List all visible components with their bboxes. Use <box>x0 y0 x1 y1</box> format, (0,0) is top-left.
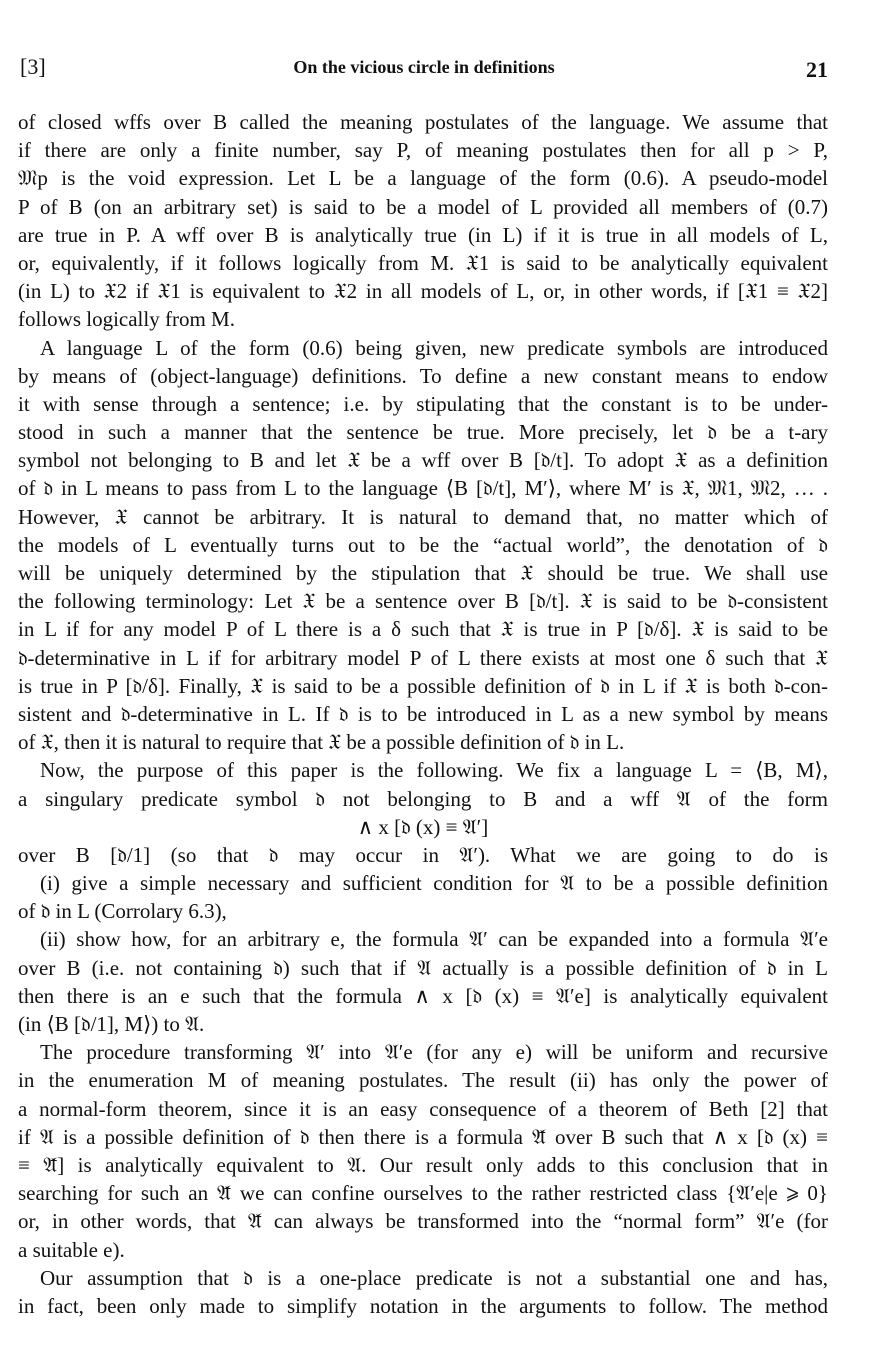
text-line: in fact, been only made to simplify notation in the arguments to follow. The method <box>18 1293 828 1318</box>
text-line: of 𝔛, then it is natural to require that 𝔛 be a possible definition of 𝔡 in L. <box>18 730 625 755</box>
text-line: in L if for any model P of L there is a δ such that 𝔛 is true in P [𝔡/δ]. 𝔛 is said to be <box>18 617 828 642</box>
text-line: or, in other words, that 𝔄̄ can always be transformed into the “normal form” 𝔄′e (for <box>18 1209 828 1234</box>
text-line: ≡ 𝔄̄] is analytically equivalent to 𝔄. Our result only adds to this conclusion that in <box>18 1152 828 1177</box>
text-line: 𝔐p is the void expression. Let L be a language of the form (0.6). A pseudo-model <box>18 166 828 191</box>
paragraph-start: A language L of the form (0.6) being given, new predicate symbols are introduced <box>40 335 828 360</box>
text-line: P of B (on an arbitrary set) is said to be a model of L provided all members of (0.7) <box>18 194 828 219</box>
text-line: (in L) to 𝔛2 if 𝔛1 is equivalent to 𝔛2 in all models of L, or, in other words, if [𝔛1 ≡ 𝔛2] <box>18 279 828 304</box>
text-line: a suitable e). <box>18 1237 125 1262</box>
text-line: stood in such a manner that the sentence be true. More precisely, let 𝔡 be a t-ary <box>18 420 828 445</box>
text-line: will be uniquely determined by the stipulation that 𝔛 should be true. We shall use <box>18 561 828 585</box>
text-line: sistent and 𝔡-determinative in L. If 𝔡 is to be introduced in L as a new symbol by means <box>18 701 828 726</box>
text-line: of 𝔡 in L means to pass from L to the language ⟨B [𝔡/t], M′⟩, where M′ is 𝔛, 𝔐1, 𝔐2, … . <box>18 476 828 501</box>
paragraph-start: Now, the purpose of this paper is the following. We fix a language L = ⟨B, M⟩, <box>40 758 828 783</box>
running-header <box>20 54 828 84</box>
body-text <box>18 108 828 1320</box>
text-line: is true in P [𝔡/δ]. Finally, 𝔛 is said to be a possible definition of 𝔡 in L if 𝔛 is both 𝔡-con- <box>18 673 828 698</box>
text-line: the models of L eventually turns out to be the “actual world”, the denotation of 𝔡 <box>18 532 828 557</box>
display-formula: ∧ x [𝔡 (x) ≡ 𝔄′] <box>357 814 489 839</box>
text-line: of closed wffs over B called the meaning postulates of the language. We assume that <box>18 110 828 134</box>
text-line: it with sense through a sentence; i.e. by stipulating that the constant is to be under- <box>18 391 828 416</box>
text-line: a singulary predicate symbol 𝔡 not belonging to B and a wff 𝔄 of the form <box>18 786 828 811</box>
paragraph-start: Our assumption that 𝔡 is a one-place predicate is not a substantial one and has, <box>40 1265 828 1290</box>
list-item-i: (i) give a simple necessary and sufficient condition for 𝔄 to be a possible definition <box>40 871 828 896</box>
list-item-ii: (ii) show how, for an arbitrary e, the formula 𝔄′ can be expanded into a formula 𝔄′e <box>40 927 828 952</box>
text-line: or, equivalently, if it follows logically from M. 𝔛1 is said to be analytically equivalent <box>18 250 828 275</box>
text-line: over B (i.e. not containing 𝔡) such that if 𝔄 actually is a possible definition of 𝔡 in L <box>18 955 828 980</box>
text-line: then there is an e such that the formula ∧ x [𝔡 (x) ≡ 𝔄′e] is analytically equivalent <box>18 983 828 1008</box>
text-line: by means of (object-language) definitions. To define a new constant means to endow <box>18 363 828 388</box>
running-title: On the vicious circle in definitions <box>293 57 555 77</box>
text-line: are true in P. A wff over B is analytically true (in L) if it is true in all models of L, <box>18 222 828 247</box>
text-line: a normal-form theorem, since it is an easy consequence of a theorem of Beth [2] that <box>18 1096 828 1121</box>
text-line: follows logically from M. <box>18 307 235 332</box>
text-line: in the enumeration M of meaning postulates. The result (ii) has only the power of <box>18 1068 828 1093</box>
text-line: over B [𝔡/1] (so that 𝔡 may occur in 𝔄′). What we are going to do is <box>18 842 828 867</box>
text-line: searching for such an 𝔄̄ we can confine ourselves to the rather restricted class {𝔄′e|e ⩾ 0} <box>18 1181 828 1206</box>
text-line: 𝔡-determinative in L if for arbitrary model P of L there exists at most one δ such that 𝔛 <box>18 645 828 670</box>
text-line: if there are only a finite number, say P, of meaning postulates then for all p > P, <box>18 138 828 163</box>
text-line: the following terminology: Let 𝔛 be a sentence over B [𝔡/t]. 𝔛 is said to be 𝔡-consistent <box>18 589 828 614</box>
text-line: of 𝔡 in L (Corrolary 6.3), <box>18 899 227 924</box>
text-line: However, 𝔛 cannot be arbitrary. It is natural to demand that, no matter which of <box>18 504 828 529</box>
page-number: 21 <box>806 57 828 82</box>
text-line: symbol not belonging to B and let 𝔛 be a wff over B [𝔡/t]. To adopt 𝔛 as a definition <box>18 448 828 473</box>
section-number: [3] <box>20 54 46 79</box>
paragraph-start: The procedure transforming 𝔄′ into 𝔄′e (for any e) will be uniform and recursive <box>40 1040 828 1065</box>
text-line: (in ⟨B [𝔡/1], M⟩) to 𝔄. <box>18 1012 205 1036</box>
text-line: if 𝔄 is a possible definition of 𝔡 then there is a formula 𝔄̄ over B such that ∧ x [𝔡 (x) ≡ <box>18 1124 828 1149</box>
